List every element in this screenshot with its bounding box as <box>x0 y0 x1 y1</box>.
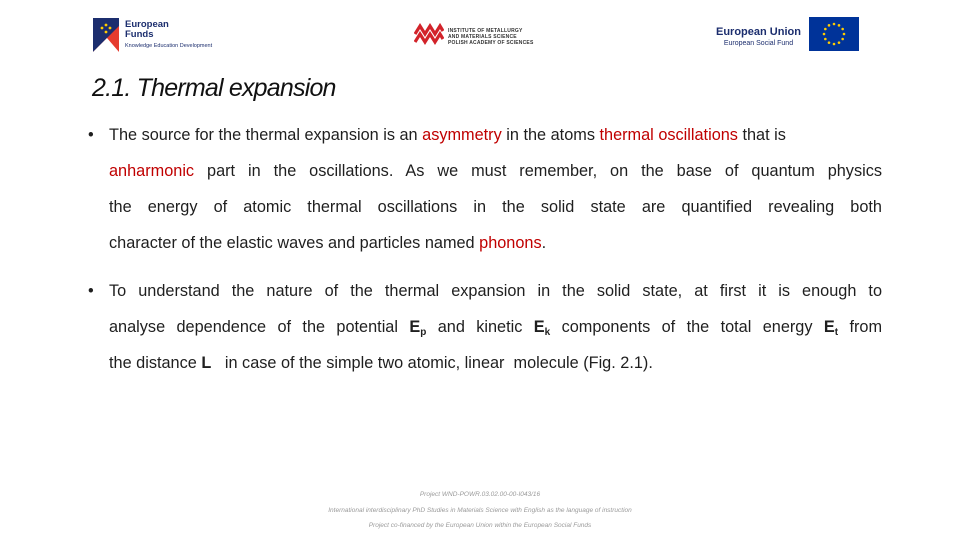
eu-star-icon <box>843 33 846 36</box>
eu-star-icon <box>841 38 844 41</box>
text-run: part in the oscillations. As we must remember, on the base of quantum physics <box>194 162 882 180</box>
eu-star-icon <box>824 38 827 41</box>
eu-star-icon <box>828 41 831 44</box>
bullet-dot: • <box>88 282 94 300</box>
imms-mark-icon <box>414 22 444 51</box>
eu-flag-icon <box>809 17 859 56</box>
imms-logo <box>414 22 534 51</box>
eu-star-icon <box>823 33 826 36</box>
text-run: in case of the simple two atomic, linear molecule (Fig. 2.1). <box>211 354 653 372</box>
symbol-ep: $E_p$ <box>409 318 427 338</box>
text-run: The source for the thermal expansion is an <box>109 126 423 144</box>
symbol-l: L <box>201 354 212 372</box>
bullet-1-line-3: the energy of atomic thermal oscillations in the solid state are quantified revealing both <box>109 198 882 216</box>
symbol-ek: $E_k$ <box>533 318 551 338</box>
text-run: components of the total energy <box>550 318 824 336</box>
bullet-2-line-2 <box>109 318 882 338</box>
bullet-2-line-3 <box>109 354 653 373</box>
text-run: that is <box>737 126 786 144</box>
bullet-2-line-1: To understand the nature of the thermal expansion in the solid state, at first it is enough to <box>109 282 882 300</box>
highlight-thermal-oscillations: thermal oscillations <box>599 126 738 144</box>
eu-subtitle: European Social Fund <box>723 39 794 47</box>
european-funds-mark-icon <box>93 18 119 52</box>
imms-line-1: INSTITUTE OF METALLURGY <box>448 27 523 34</box>
eu-funds-title-2: Funds <box>125 28 154 40</box>
imms-line-3: POLISH ACADEMY OF SCIENCES <box>448 39 534 46</box>
symbol-et: $E_t$ <box>823 318 839 338</box>
footer-project-number: Project WND-POWR.03.02.00-00-I043/16 <box>419 491 541 498</box>
european-funds-logo <box>93 15 243 55</box>
bullet-1-line-1 <box>109 126 786 145</box>
footer-cofinanced: Project co-financed by the European Union within the European Social Funds <box>368 522 592 529</box>
text-run: analyse dependence of the potential <box>109 318 410 336</box>
footer-program: International interdisciplinary PhD Studies in Materials Science with English as the language of instruction <box>328 507 632 514</box>
bullet-1-line-4 <box>109 234 546 253</box>
eu-title: European Union <box>716 25 801 38</box>
text-run: in the atoms <box>501 126 600 144</box>
text-run: . <box>541 234 547 252</box>
eu-star-icon <box>828 24 831 27</box>
highlight-asymmetry: asymmetry <box>422 126 502 144</box>
slide-title: 2.1. Thermal expansion <box>92 74 336 102</box>
eu-funds-title-1: European <box>125 18 169 30</box>
eu-star-icon <box>833 43 836 46</box>
text-run: and kinetic <box>426 318 534 336</box>
european-union-logo <box>716 17 859 56</box>
highlight-anharmonic: anharmonic <box>109 162 195 180</box>
eu-star-icon <box>838 41 841 44</box>
eu-star-icon <box>833 23 836 26</box>
text-run: from <box>838 318 883 336</box>
eu-star-icon <box>838 24 841 27</box>
text-run: character of the elastic waves and particles named <box>109 234 480 252</box>
eu-star-icon <box>824 28 827 31</box>
eu-star-icon <box>841 28 844 31</box>
imms-line-2: AND MATERIALS SCIENCE <box>448 33 517 40</box>
bullet-1-line-2 <box>109 162 882 181</box>
text-run: the distance <box>109 354 202 372</box>
highlight-phonons: phonons <box>479 234 542 252</box>
bullet-dot: • <box>88 126 94 144</box>
eu-funds-subtitle: Knowledge Education Development <box>125 42 213 49</box>
